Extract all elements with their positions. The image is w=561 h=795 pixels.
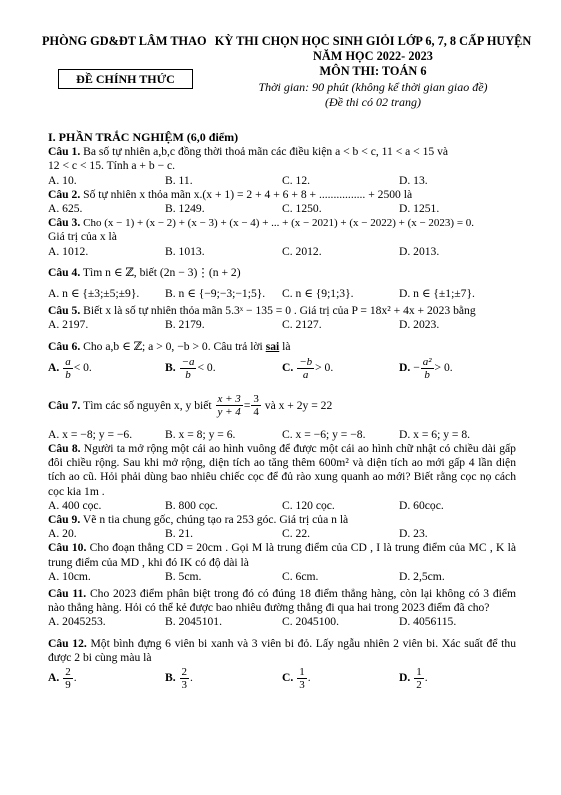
option-d: D. 4056115. — [399, 615, 457, 629]
fraction — [63, 356, 73, 381]
numerator: 1 — [416, 665, 422, 678]
option-a: A. x = −8; y = −6. — [48, 427, 133, 441]
question-label: Câu 11. — [48, 587, 87, 601]
question-4-options — [48, 287, 516, 301]
denominator: a — [302, 369, 309, 382]
question-text: Cho (x − 1) + (x − 2) + (x − 3) + (x − 4) + ... + (x − 2021) + (x − 2022) + (x − 2023) = 0. — [83, 217, 475, 230]
question-label: Câu 2. — [48, 187, 81, 201]
option-b — [165, 356, 282, 381]
option-b: B. 11. — [165, 173, 193, 187]
denominator: 3 — [299, 678, 305, 691]
question-label: Câu 8. — [48, 442, 81, 456]
option-letter: C. — [282, 670, 294, 684]
option-a — [48, 666, 165, 691]
option-a: A. 625. — [48, 202, 83, 216]
option-d: D. n ∈ {±1;±7}. — [399, 287, 475, 301]
option-b: B. 21. — [165, 527, 194, 541]
question-text-tail: là — [282, 339, 291, 353]
question-text: Tìm các số nguyên x, y biết — [83, 398, 212, 412]
question-text: Ba số tự nhiên a,b,c đồng thời thoả mãn các điều kiện a < b < c, 11 < a < 15 và — [83, 145, 449, 159]
question-12-options — [48, 665, 516, 691]
question-label: Câu 5. — [48, 304, 81, 318]
fraction — [297, 666, 307, 691]
option-a: A. 400 cọc. — [48, 498, 102, 512]
option-a: A. 2197. — [48, 318, 89, 332]
option-a: A. n ∈ {±3;±5;±9}. — [48, 287, 140, 301]
option-tail: . — [424, 670, 428, 684]
fraction — [421, 356, 434, 381]
question-text: Số tự nhiên x thỏa mãn x.(x + 1) = 2 + 4 + 6 + 8 + ................ + 2500 là — [83, 187, 413, 201]
option-d: D. x = 6; y = 8. — [399, 427, 471, 441]
question-5 — [48, 304, 516, 318]
option-c: C. x = −6; y = −8. — [282, 427, 366, 441]
fraction — [63, 666, 73, 691]
option-c: C. 1250. — [282, 202, 322, 216]
fraction — [180, 666, 190, 691]
option-d: D. 2013. — [399, 244, 440, 258]
option-b: B. 1013. — [165, 244, 205, 258]
denominator: y + 4 — [217, 406, 241, 419]
denominator: 4 — [253, 406, 259, 419]
section-title: I. PHẦN TRẮC NGHIỆM (6,0 điểm) — [48, 130, 239, 144]
office-name: PHÒNG GD&ĐT LÂM THAO — [42, 34, 207, 48]
option-c: C. 22. — [282, 527, 311, 541]
option-d — [399, 666, 516, 691]
option-letter: A. — [48, 361, 60, 375]
question-3 — [48, 216, 516, 230]
question-10-options — [48, 570, 516, 584]
question-text: Biết x là số tự nhiên thỏa mãn 5.3ˣ − 135 = 0 . Giá trị của P = 18x² + 4x + 2023 bằng — [83, 304, 476, 318]
question-label: Câu 10. — [48, 541, 87, 555]
option-d: D. 2,5cm. — [399, 569, 445, 583]
question-7 — [48, 391, 516, 421]
question-8 — [48, 442, 516, 499]
question-7-options — [48, 428, 516, 442]
option-letter: C. — [282, 361, 294, 375]
denominator: 2 — [416, 678, 422, 691]
option-d: D. 2023. — [399, 318, 440, 332]
option-b: B. 2179. — [165, 318, 205, 332]
numerator: 1 — [299, 665, 305, 678]
option-a: A. 20. — [48, 527, 77, 541]
option-letter: B. — [165, 361, 176, 375]
fraction-xy — [216, 393, 243, 418]
option-letter: D. — [399, 670, 411, 684]
question-10 — [48, 541, 516, 569]
option-letter: B. — [165, 670, 176, 684]
option-c: C. 2127. — [282, 318, 322, 332]
question-11-options — [48, 615, 516, 629]
option-a — [48, 356, 165, 381]
option-tail: . — [73, 670, 77, 684]
denominator: b — [424, 369, 430, 382]
option-c: C. 2045100. — [282, 615, 340, 629]
numerator: x + 3 — [217, 393, 241, 406]
option-d: D. 60cọc. — [399, 498, 444, 512]
option-c: C. 6cm. — [282, 569, 319, 583]
question-text: Người ta mở rộng một cái ao hình vuông để được một cái ao hình chữ nhật có chiều dài gấp đôi chiều rộng. Sau khi mở rộng, diện tích ao tăng thêm 600m² và diện tích ao mới gấp 4 lần diện tích ao cũ. Hỏi phải dùng bao nhiêu chiếc cọc để đủ rào xung quanh ao mới? Biết rằng cọc nọ cách cọc kia 1m . — [48, 442, 516, 498]
question-label: Câu 3. — [48, 216, 81, 230]
option-c: C. 2012. — [282, 244, 322, 258]
denominator: b — [185, 369, 191, 382]
question-label: Câu 7. — [48, 398, 81, 412]
numerator: a — [65, 356, 71, 369]
question-text: Tìm n ∈ ℤ, biết (2n − 3)⋮(n + 2) — [82, 265, 241, 279]
question-text: Một bình đựng 6 viên bi xanh và 3 viên bi đỏ. Lấy ngẫu nhiên 2 viên bi. Xác suất để thu được 2 bi cùng màu là — [48, 636, 516, 664]
option-d: D. 13. — [399, 173, 428, 187]
page-count: (Đề thi có 02 trang) — [325, 95, 421, 109]
school-year: NĂM HỌC 2022- 2023 — [313, 49, 433, 63]
question-label: Câu 6. — [48, 339, 81, 353]
question-label: Câu 12. — [48, 636, 87, 650]
question-label: Câu 4. — [48, 265, 81, 279]
option-a: A. 10cm. — [48, 569, 91, 583]
option-c: C. 120 cọc. — [282, 498, 335, 512]
exam-time: Thời gian: 90 phút (không kể thời gian giao đề) — [258, 80, 488, 94]
numerator: −b — [299, 356, 313, 369]
option-d — [399, 356, 516, 381]
option-b: B. x = 8; y = 6. — [165, 427, 236, 441]
question-label: Câu 1. — [48, 145, 81, 159]
option-c — [282, 356, 399, 381]
question-6 — [48, 340, 516, 354]
question-3-options — [48, 245, 516, 259]
numerator: 2 — [65, 665, 71, 678]
option-a: A. 10. — [48, 173, 77, 187]
question-5-options — [48, 318, 516, 332]
option-c: C. 12. — [282, 173, 311, 187]
question-9-options — [48, 527, 516, 541]
denominator: 9 — [65, 678, 71, 691]
numerator: 3 — [253, 393, 259, 406]
question-text: Cho 2023 điểm phân biệt trong đó có đúng 18 điểm thẳng hàng, còn lại không có 3 điểm nào thẳng hàng. Hỏi có thể kẻ được bao nhiêu đường thẳng đi qua hai trong 2023 điểm đã cho? — [48, 587, 517, 615]
question-12 — [48, 637, 516, 665]
option-a: A. 1012. — [48, 244, 89, 258]
option-tail: . — [307, 670, 311, 684]
official-label-box: ĐỀ CHÍNH THỨC — [58, 69, 193, 89]
question-text-tail: và x + 2y = 22 — [264, 398, 333, 412]
question-1 — [48, 145, 516, 159]
fraction — [180, 356, 197, 381]
question-8-options — [48, 499, 516, 513]
question-9 — [48, 513, 516, 527]
question-1-cont: 12 < c < 15. Tính a + b − c. — [48, 159, 176, 173]
question-6-options — [48, 354, 516, 384]
question-4 — [48, 266, 516, 280]
question-11 — [48, 587, 516, 615]
option-tail: < 0. — [197, 361, 216, 375]
numerator: 2 — [181, 665, 188, 678]
exam-body — [48, 130, 516, 691]
numerator: −a — [181, 356, 195, 369]
option-b: B. 1249. — [165, 202, 205, 216]
option-c — [282, 666, 399, 691]
option-b: B. 2045101. — [165, 615, 223, 629]
option-tail: < 0. — [73, 361, 92, 375]
option-b: B. 800 cọc. — [165, 498, 218, 512]
denominator: 3 — [181, 678, 188, 691]
option-d: D. 23. — [399, 527, 428, 541]
option-a: A. 2045253. — [48, 615, 106, 629]
fraction — [297, 356, 314, 381]
option-b: B. 5cm. — [165, 569, 202, 583]
question-2 — [48, 188, 516, 202]
question-2-options — [48, 202, 516, 216]
exam-title: KỲ THI CHỌN HỌC SINH GIỎI LỚP 6, 7, 8 CẤP HUYỆN — [214, 34, 532, 48]
subject: MÔN THI: TOÁN 6 — [319, 64, 427, 78]
question-text-underlined: sai — [265, 339, 280, 353]
option-c: C. n ∈ {9;1;3}. — [282, 287, 354, 301]
question-label: Câu 9. — [48, 513, 81, 527]
option-b — [165, 666, 282, 691]
option-sign: − — [413, 361, 420, 375]
option-d: D. 1251. — [399, 202, 440, 216]
option-letter: A. — [48, 670, 60, 684]
numerator: a² — [422, 356, 432, 369]
fraction — [414, 666, 424, 691]
option-tail: > 0. — [434, 361, 453, 375]
question-1-options — [48, 174, 516, 188]
question-text: Cho đoạn thẳng CD = 20cm . Gọi M là trung điểm của CD , I là trung điểm của MC , K là trung điểm của MD , khi đó IK có độ dài là — [48, 541, 516, 569]
equals-sign: = — [243, 398, 251, 412]
question-text: Vẽ n tia chung gốc, chúng tạo ra 253 góc. Giá trị của n là — [82, 513, 349, 527]
fraction-3-4 — [251, 393, 261, 418]
option-b: B. n ∈ {−9;−3;−1;5}. — [165, 287, 266, 301]
option-tail: > 0. — [315, 361, 334, 375]
option-tail: . — [190, 670, 193, 684]
denominator: b — [65, 369, 71, 382]
question-text: Cho a,b ∈ ℤ; a > 0, −b > 0. Câu trả lời — [83, 339, 263, 353]
question-3-cont: Giá trị của x là — [48, 230, 117, 244]
option-letter: D. — [399, 361, 411, 375]
